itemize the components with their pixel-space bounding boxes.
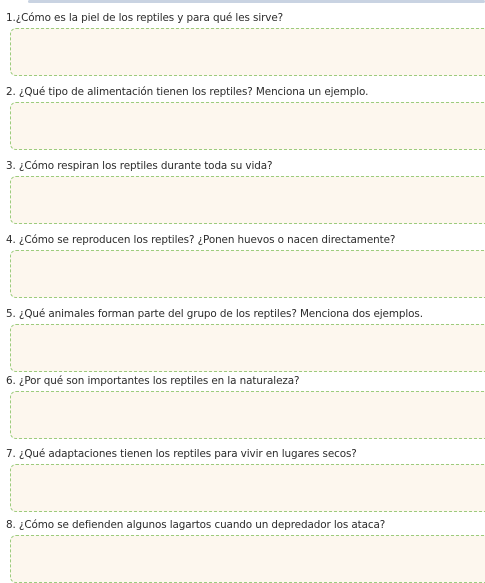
page-top-strip — [28, 0, 485, 3]
question-8-text: 8. ¿Cómo se defienden algunos lagartos cuando un depredador los ataca? — [6, 519, 386, 531]
answer-box-8[interactable] — [10, 535, 485, 583]
question-1-text: 1.¿Cómo es la piel de los reptiles y para qué les sirve? — [6, 12, 284, 24]
answer-box-3[interactable] — [10, 176, 485, 224]
answer-box-4[interactable] — [10, 250, 485, 298]
answer-box-1[interactable] — [10, 28, 485, 76]
question-2-text: 2. ¿Qué tipo de alimentación tienen los reptiles? Menciona un ejemplo. — [6, 86, 369, 98]
answer-box-6[interactable] — [10, 391, 485, 439]
answer-box-2[interactable] — [10, 102, 485, 150]
question-7-text: 7. ¿Qué adaptaciones tienen los reptiles para vivir en lugares secos? — [6, 448, 357, 460]
question-4-text: 4. ¿Cómo se reproducen los reptiles? ¿Ponen huevos o nacen directamente? — [6, 234, 396, 246]
question-6-text: 6. ¿Por qué son importantes los reptiles en la naturaleza? — [6, 375, 300, 387]
answer-box-5[interactable] — [10, 324, 485, 372]
question-5-text: 5. ¿Qué animales forman parte del grupo de los reptiles? Menciona dos ejemplos. — [6, 308, 423, 320]
question-3-text: 3. ¿Cómo respiran los reptiles durante toda su vida? — [6, 160, 273, 172]
answer-box-7[interactable] — [10, 464, 485, 512]
